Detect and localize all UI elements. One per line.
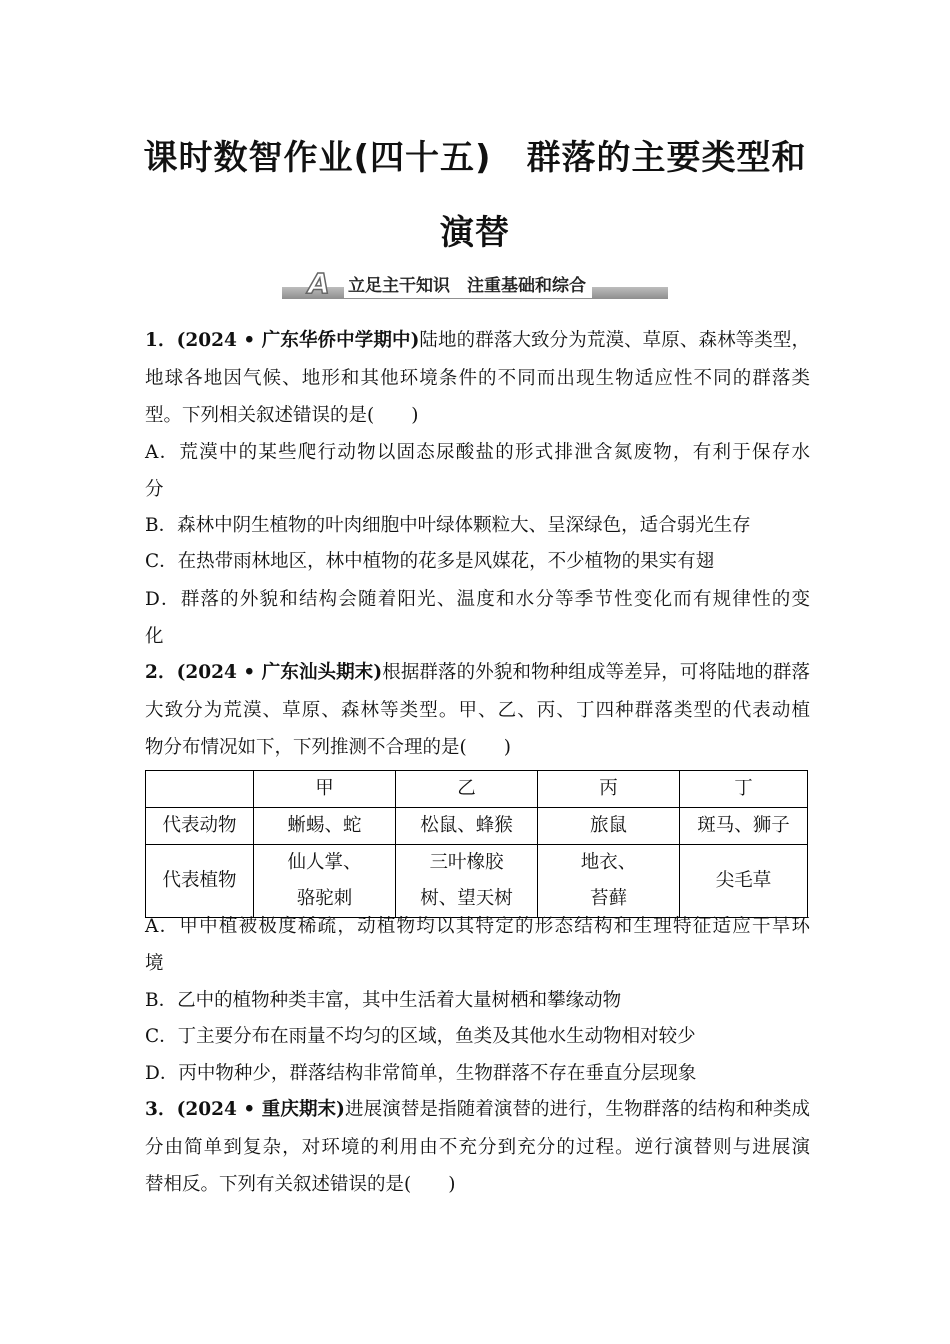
question-1-source: (2024 • 广东华侨中学期中)	[176, 330, 420, 351]
table-cell-line: 地衣、	[580, 852, 637, 873]
question-1-number: 1．	[145, 330, 177, 351]
table-row-plants	[146, 845, 808, 918]
table-cell: 旅鼠	[538, 808, 680, 845]
distribution-table	[145, 770, 808, 918]
question-1-stem-line-2: 地球各地因气候、地形和其他环境条件的不同而出现生物适应性不同的群落类	[145, 368, 810, 389]
table-row-animals	[146, 808, 808, 845]
table-header-cell: 乙	[396, 771, 538, 808]
table-cell	[254, 845, 396, 918]
table-cell: 松鼠、蜂猴	[396, 808, 538, 845]
table-cell: 尖毛草	[680, 845, 808, 918]
question-1-option-b: B．森林中阴生植物的叶肉细胞中叶绿体颗粒大、呈深绿色，适合弱光生存	[145, 515, 751, 536]
question-3-stem-line-1	[145, 1097, 810, 1123]
question-2-option-b: B．乙中的植物种类丰富，其中生活着大量树栖和攀缘动物	[145, 990, 622, 1011]
table-cell-line: 树、望天树	[420, 888, 513, 909]
question-1-option-d-line-2: 化	[145, 626, 164, 647]
question-1-option-c: C．在热带雨林地区，林中植物的花多是风媒花，不少植物的果实有翅	[145, 551, 715, 572]
section-banner	[282, 268, 668, 302]
question-2-number: 2．	[145, 662, 177, 683]
question-2-source: (2024 • 广东汕头期末)	[176, 662, 383, 683]
banner-text: 立足主干知识 注重基础和综合	[344, 274, 592, 298]
table-cell: 斑马、狮子	[680, 808, 808, 845]
question-1-option-d-line-1: D．群落的外貌和结构会随着阳光、温度和水分等季节性变化而有规律性的变	[145, 589, 810, 610]
table-header-cell: 丁	[680, 771, 808, 808]
table-row-label: 代表动物	[146, 808, 254, 845]
question-3-stem-line-3: 替相反。下列有关叙述错误的是( )	[145, 1174, 456, 1195]
table-header-cell: 丙	[538, 771, 680, 808]
table-cell	[396, 845, 538, 918]
table-cell-line: 苔藓	[589, 888, 627, 909]
banner-letter-icon: A	[308, 267, 330, 300]
question-2-stem-text: 根据群落的外貌和物种组成等差异，可将陆地的群落	[382, 662, 811, 683]
table-cell-line: 仙人掌、	[287, 852, 362, 873]
question-2-option-a-line-2: 境	[145, 953, 164, 974]
question-2-option-a-line-1: A．甲中植被极度稀疏，动植物均以其特定的形态结构和生理特征适应干旱环	[145, 916, 810, 937]
table-cell	[538, 845, 680, 918]
question-3-source: (2024 • 重庆期末)	[176, 1099, 345, 1120]
page-title-line-1: 课时数智作业(四十五) 群落的主要类型和	[143, 138, 807, 178]
table-header-cell: 甲	[254, 771, 396, 808]
table-cell: 蜥蜴、蛇	[254, 808, 396, 845]
page-title-line-2: 演替	[440, 213, 510, 253]
question-1-option-a-line-1: A．荒漠中的某些爬行动物以固态尿酸盐的形式排泄含氮废物，有利于保存水	[145, 442, 810, 463]
table-cell-line: 三叶橡胶	[429, 852, 504, 873]
question-2-stem-line-1	[145, 660, 810, 686]
table-cell-line: 骆驼刺	[296, 888, 353, 909]
question-1-stem-line-3: 型。下列相关叙述错误的是( )	[145, 405, 419, 426]
question-2-stem-line-2: 大致分为荒漠、草原、森林等类型。甲、乙、丙、丁四种群落类型的代表动植	[145, 700, 810, 721]
question-1-option-a-line-2: 分	[145, 479, 164, 500]
question-3-number: 3．	[145, 1099, 177, 1120]
question-1-stem-line-1	[145, 328, 810, 354]
question-1-stem-text: 陆地的群落大致分为荒漠、草原、森林等类型，	[419, 330, 810, 351]
table-header-cell-empty	[146, 771, 254, 808]
question-3-stem-line-2: 分由简单到复杂，对环境的利用由不充分到充分的过程。逆行演替则与进展演	[145, 1137, 810, 1158]
question-2-stem-line-3: 物分布情况如下，下列推测不合理的是( )	[145, 737, 511, 758]
question-2-option-c: C．丁主要分布在雨量不均匀的区域，鱼类及其他水生动物相对较少	[145, 1026, 696, 1047]
table-row-label: 代表植物	[146, 845, 254, 918]
question-3-stem-text: 进展演替是指随着演替的进行，生物群落的结构和种类成	[344, 1099, 811, 1120]
table-header-row	[146, 771, 808, 808]
question-2-option-d: D．丙中物种少，群落结构非常简单，生物群落不存在垂直分层现象	[145, 1063, 697, 1084]
